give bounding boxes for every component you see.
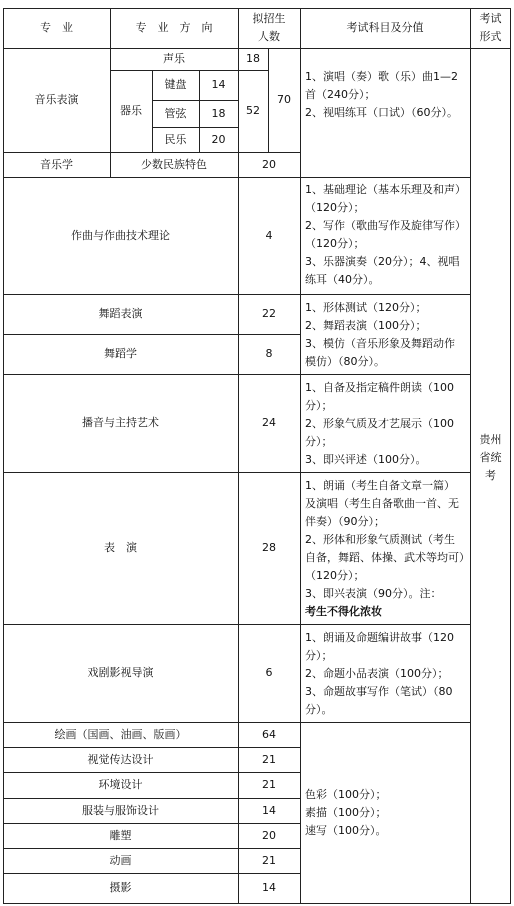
art-major-visual-design: 视觉传达设计 [87, 752, 154, 766]
col-divider-subjects [300, 8, 301, 904]
header-form: 考试形式 [479, 12, 502, 43]
directing-major: 戏剧影视导演 [87, 666, 154, 679]
row-line-art-4 [3, 823, 300, 824]
art-count-visual-design: 21 [262, 752, 276, 766]
dance-performance-count: 22 [262, 307, 276, 320]
acting-subjects-cell [300, 475, 470, 624]
dance-study-major: 舞蹈学 [104, 347, 137, 360]
art-count-environment-design: 21 [262, 778, 276, 791]
art-count-sculpture: 20 [262, 828, 276, 842]
music-orchestral: 管弦 [164, 106, 187, 120]
music-line-3 [152, 127, 238, 128]
dance-performance-major: 舞蹈表演 [98, 307, 143, 320]
row-line-composition [3, 177, 470, 178]
music-folk: 民乐 [164, 132, 187, 146]
header-direction: 专 业 方 向 [135, 21, 213, 34]
composition-major: 作曲与作曲技术理论 [71, 228, 170, 242]
row-line-art-5 [3, 848, 300, 849]
row-line-acting [3, 472, 470, 473]
music-vline-3 [268, 48, 269, 152]
music-vline-1 [152, 70, 153, 152]
music-folk-count: 20 [211, 132, 226, 146]
border-left [3, 8, 4, 904]
music-line-1 [110, 70, 268, 71]
art-subjects: 色彩（100分）； 素描（100分）； 速写（100分）。 [305, 788, 387, 837]
art-major-fashion-design: 服装与服饰设计 [82, 803, 159, 817]
row-line-dance-study [3, 334, 300, 335]
dance-study-count: 8 [265, 347, 273, 360]
exam-form: 贵州省统考 [479, 433, 502, 482]
row-line-art-1 [3, 747, 300, 748]
directing-subjects: 1、朗诵及命题编讲故事（120分）； 2、命题小品表演（100分）； 3、命题故事写作（笔试）（80分）。 [305, 631, 454, 716]
dance-subjects: 1、形体测试（120分）； 2、舞蹈表演（100分）； 3、模仿（音乐形象及舞蹈动作模仿）（80分）。 [305, 301, 455, 368]
music-vline-2 [199, 70, 200, 152]
musicology-major: 音乐学 [40, 157, 73, 171]
art-count-photography: 14 [262, 881, 276, 894]
broadcast-subjects: 1、自备及指定稿件朗读（100分）； 2、形象气质及才艺展示（100分）； 3、即兴评述（100分）。 [305, 381, 454, 466]
music-subjects: 1、演唱（奏）歌（乐）曲1—2首（240分）； 2、视唱练耳（口试）（60分）。 [305, 70, 458, 119]
music-line-2 [152, 100, 238, 101]
art-count-fashion-design: 14 [262, 803, 276, 817]
art-major-photography: 摄影 [109, 881, 132, 894]
border-top [3, 8, 511, 9]
composition-subjects: 1、基础理论（基本乐理及和声）（120分）； 2、写作（歌曲写作及旋律写作）（120分）； 3、乐器演奏（20分）；4、视唱练耳（40分）。 [305, 183, 461, 286]
music-vocal: 声乐 [163, 52, 185, 65]
music-orchestral-count: 18 [211, 106, 226, 120]
music-major: 音乐表演 [34, 93, 79, 106]
musicology-count: 20 [262, 157, 276, 171]
art-major-sculpture: 雕塑 [109, 828, 132, 842]
row-line-art-6 [3, 873, 300, 874]
header-subjects: 考试科目及分值 [346, 21, 424, 34]
row-line-directing [3, 624, 470, 625]
row-line-dance [3, 294, 470, 295]
acting-major: 表 演 [104, 541, 137, 554]
col-divider-form [470, 8, 471, 904]
directing-count: 6 [265, 666, 273, 679]
border-bottom [3, 903, 511, 904]
art-major-environment-design: 环境设计 [98, 778, 143, 791]
header-divider [3, 48, 511, 49]
composition-count: 4 [265, 228, 273, 242]
art-count-painting: 64 [262, 727, 276, 741]
row-line-art-2 [3, 772, 300, 773]
music-keyboard-count: 14 [211, 78, 226, 91]
row-line-broadcast [3, 374, 470, 375]
acting-subjects: 1、朗诵（考生自备文章一篇）及演唱（考生自备歌曲一首、无伴奏）（90分）； 2、形体和形象气质测试（考生自备，舞蹈、体操、武术等均可）（120分）； 3、即兴表演（90分）。注： [305, 479, 465, 600]
music-instrumental: 器乐 [120, 104, 142, 117]
music-total: 70 [277, 93, 291, 106]
row-line-art [3, 722, 470, 723]
border-right [510, 8, 511, 904]
header-planned: 拟招生人数 [252, 12, 286, 43]
music-vocal-count: 18 [246, 52, 260, 65]
music-instrumental-total: 52 [246, 104, 260, 117]
header-major: 专 业 [40, 21, 73, 34]
broadcast-major: 播音与主持艺术 [82, 416, 159, 429]
art-major-painting: 绘画（国画、油画、版画） [54, 727, 187, 741]
row-line-art-3 [3, 798, 300, 799]
art-count-animation: 21 [262, 853, 276, 867]
art-major-animation: 动画 [109, 853, 132, 867]
acting-count: 28 [262, 541, 276, 554]
col-divider-count [238, 8, 239, 904]
row-line-musicology [3, 152, 300, 153]
acting-note: 考生不得化浓妆 [305, 605, 382, 618]
music-keyboard: 键盘 [164, 78, 187, 91]
broadcast-count: 24 [262, 416, 276, 429]
musicology-direction: 少数民族特色 [141, 157, 207, 171]
